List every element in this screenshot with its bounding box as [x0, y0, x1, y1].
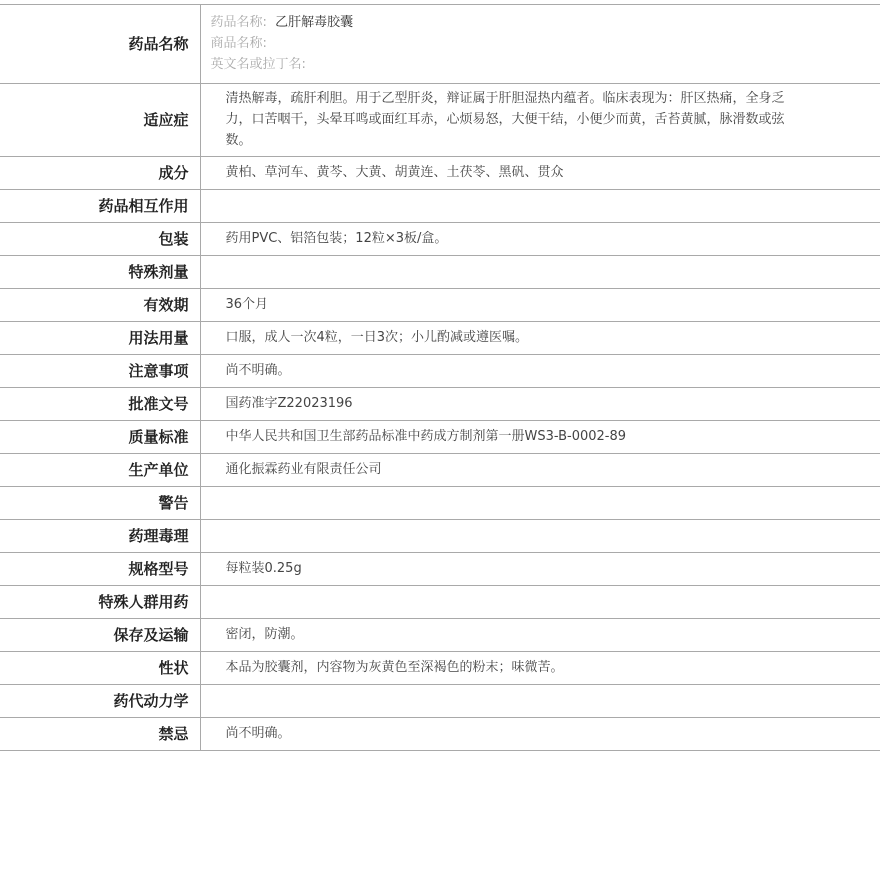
table-row-pharmacokinetics — [0, 684, 880, 717]
row-label: 适应症 — [0, 83, 200, 156]
row-label: 药理毒理 — [0, 519, 200, 552]
row-value: 尚不明确。 — [200, 717, 880, 750]
table-row-packaging — [0, 222, 880, 255]
row-value: 本品为胶囊剂，内容物为灰黄色至深褐色的粉末；味微苦。 — [200, 651, 880, 684]
row-value: 药用PVC、铝箔包装；12粒×3板/盒。 — [200, 222, 880, 255]
generic-name-line — [211, 12, 791, 33]
row-value: 国药准字Z22023196 — [200, 387, 880, 420]
table-row-interactions — [0, 189, 880, 222]
table-row-drug-name — [0, 5, 880, 83]
table-row-special-populations — [0, 585, 880, 618]
row-value: 中华人民共和国卫生部药品标准中药成方制剂第一册WS3-B-0002-89 — [200, 420, 880, 453]
trade-name-line — [211, 33, 791, 54]
row-value: 每粒装0.25g — [200, 552, 880, 585]
row-label: 警告 — [0, 486, 200, 519]
row-label: 性状 — [0, 651, 200, 684]
row-value: 清热解毒，疏肝利胆。用于乙型肝炎，辩证属于肝胆湿热内蕴者。临床表现为：肝区热痛，全身乏力，口苦咽干，头晕耳鸣或面红耳赤，心烦易怒，大便干结，小便少而黄，舌苔黄腻，脉滑数或弦数。 — [200, 83, 880, 156]
generic-name-value: 乙肝解毒胶囊 — [275, 15, 354, 31]
english-name-line — [211, 54, 791, 75]
table-row-warning — [0, 486, 880, 519]
row-label: 有效期 — [0, 288, 200, 321]
row-label: 用法用量 — [0, 321, 200, 354]
english-name-key: 英文名或拉丁名: — [210, 57, 306, 73]
row-value — [200, 684, 880, 717]
row-value — [200, 519, 880, 552]
row-label: 药品名称 — [0, 5, 200, 83]
trade-name-key: 商品名称: — [210, 36, 267, 52]
row-value: 尚不明确。 — [200, 354, 880, 387]
row-value: 36个月 — [200, 288, 880, 321]
row-value — [200, 255, 880, 288]
drug-name-cell — [200, 5, 880, 83]
row-value: 密闭，防潮。 — [200, 618, 880, 651]
row-label: 生产单位 — [0, 453, 200, 486]
row-value: 口服，成人一次4粒，一日3次；小儿酌减或遵医嘱。 — [200, 321, 880, 354]
table-row-manufacturer — [0, 453, 880, 486]
row-label: 特殊人群用药 — [0, 585, 200, 618]
row-label: 禁忌 — [0, 717, 200, 750]
table-row-shelf-life — [0, 288, 880, 321]
table-row-description — [0, 651, 880, 684]
table-row-quality-standard — [0, 420, 880, 453]
drug-info-table — [0, 5, 880, 751]
row-label: 药品相互作用 — [0, 189, 200, 222]
table-row-ingredients — [0, 156, 880, 189]
table-row-contraindications — [0, 717, 880, 750]
table-row-special-dosage — [0, 255, 880, 288]
table-row-approval-number — [0, 387, 880, 420]
row-value — [200, 189, 880, 222]
table-row-specification — [0, 552, 880, 585]
table-row-dosage — [0, 321, 880, 354]
row-label: 规格型号 — [0, 552, 200, 585]
table-row-storage — [0, 618, 880, 651]
row-label: 包装 — [0, 222, 200, 255]
table-row-indications — [0, 83, 880, 156]
row-value: 通化振霖药业有限责任公司 — [200, 453, 880, 486]
generic-name-key: 药品名称: — [210, 15, 267, 31]
row-label: 成分 — [0, 156, 200, 189]
row-label: 特殊剂量 — [0, 255, 200, 288]
row-label: 质量标准 — [0, 420, 200, 453]
row-label: 保存及运输 — [0, 618, 200, 651]
row-value — [200, 585, 880, 618]
table-row-pharmacology — [0, 519, 880, 552]
table-row-precautions — [0, 354, 880, 387]
row-value — [200, 486, 880, 519]
row-label: 批准文号 — [0, 387, 200, 420]
row-label: 注意事项 — [0, 354, 200, 387]
row-value: 黄柏、草河车、黄芩、大黄、胡黄连、土茯苓、黑矾、贯众 — [200, 156, 880, 189]
row-label: 药代动力学 — [0, 684, 200, 717]
